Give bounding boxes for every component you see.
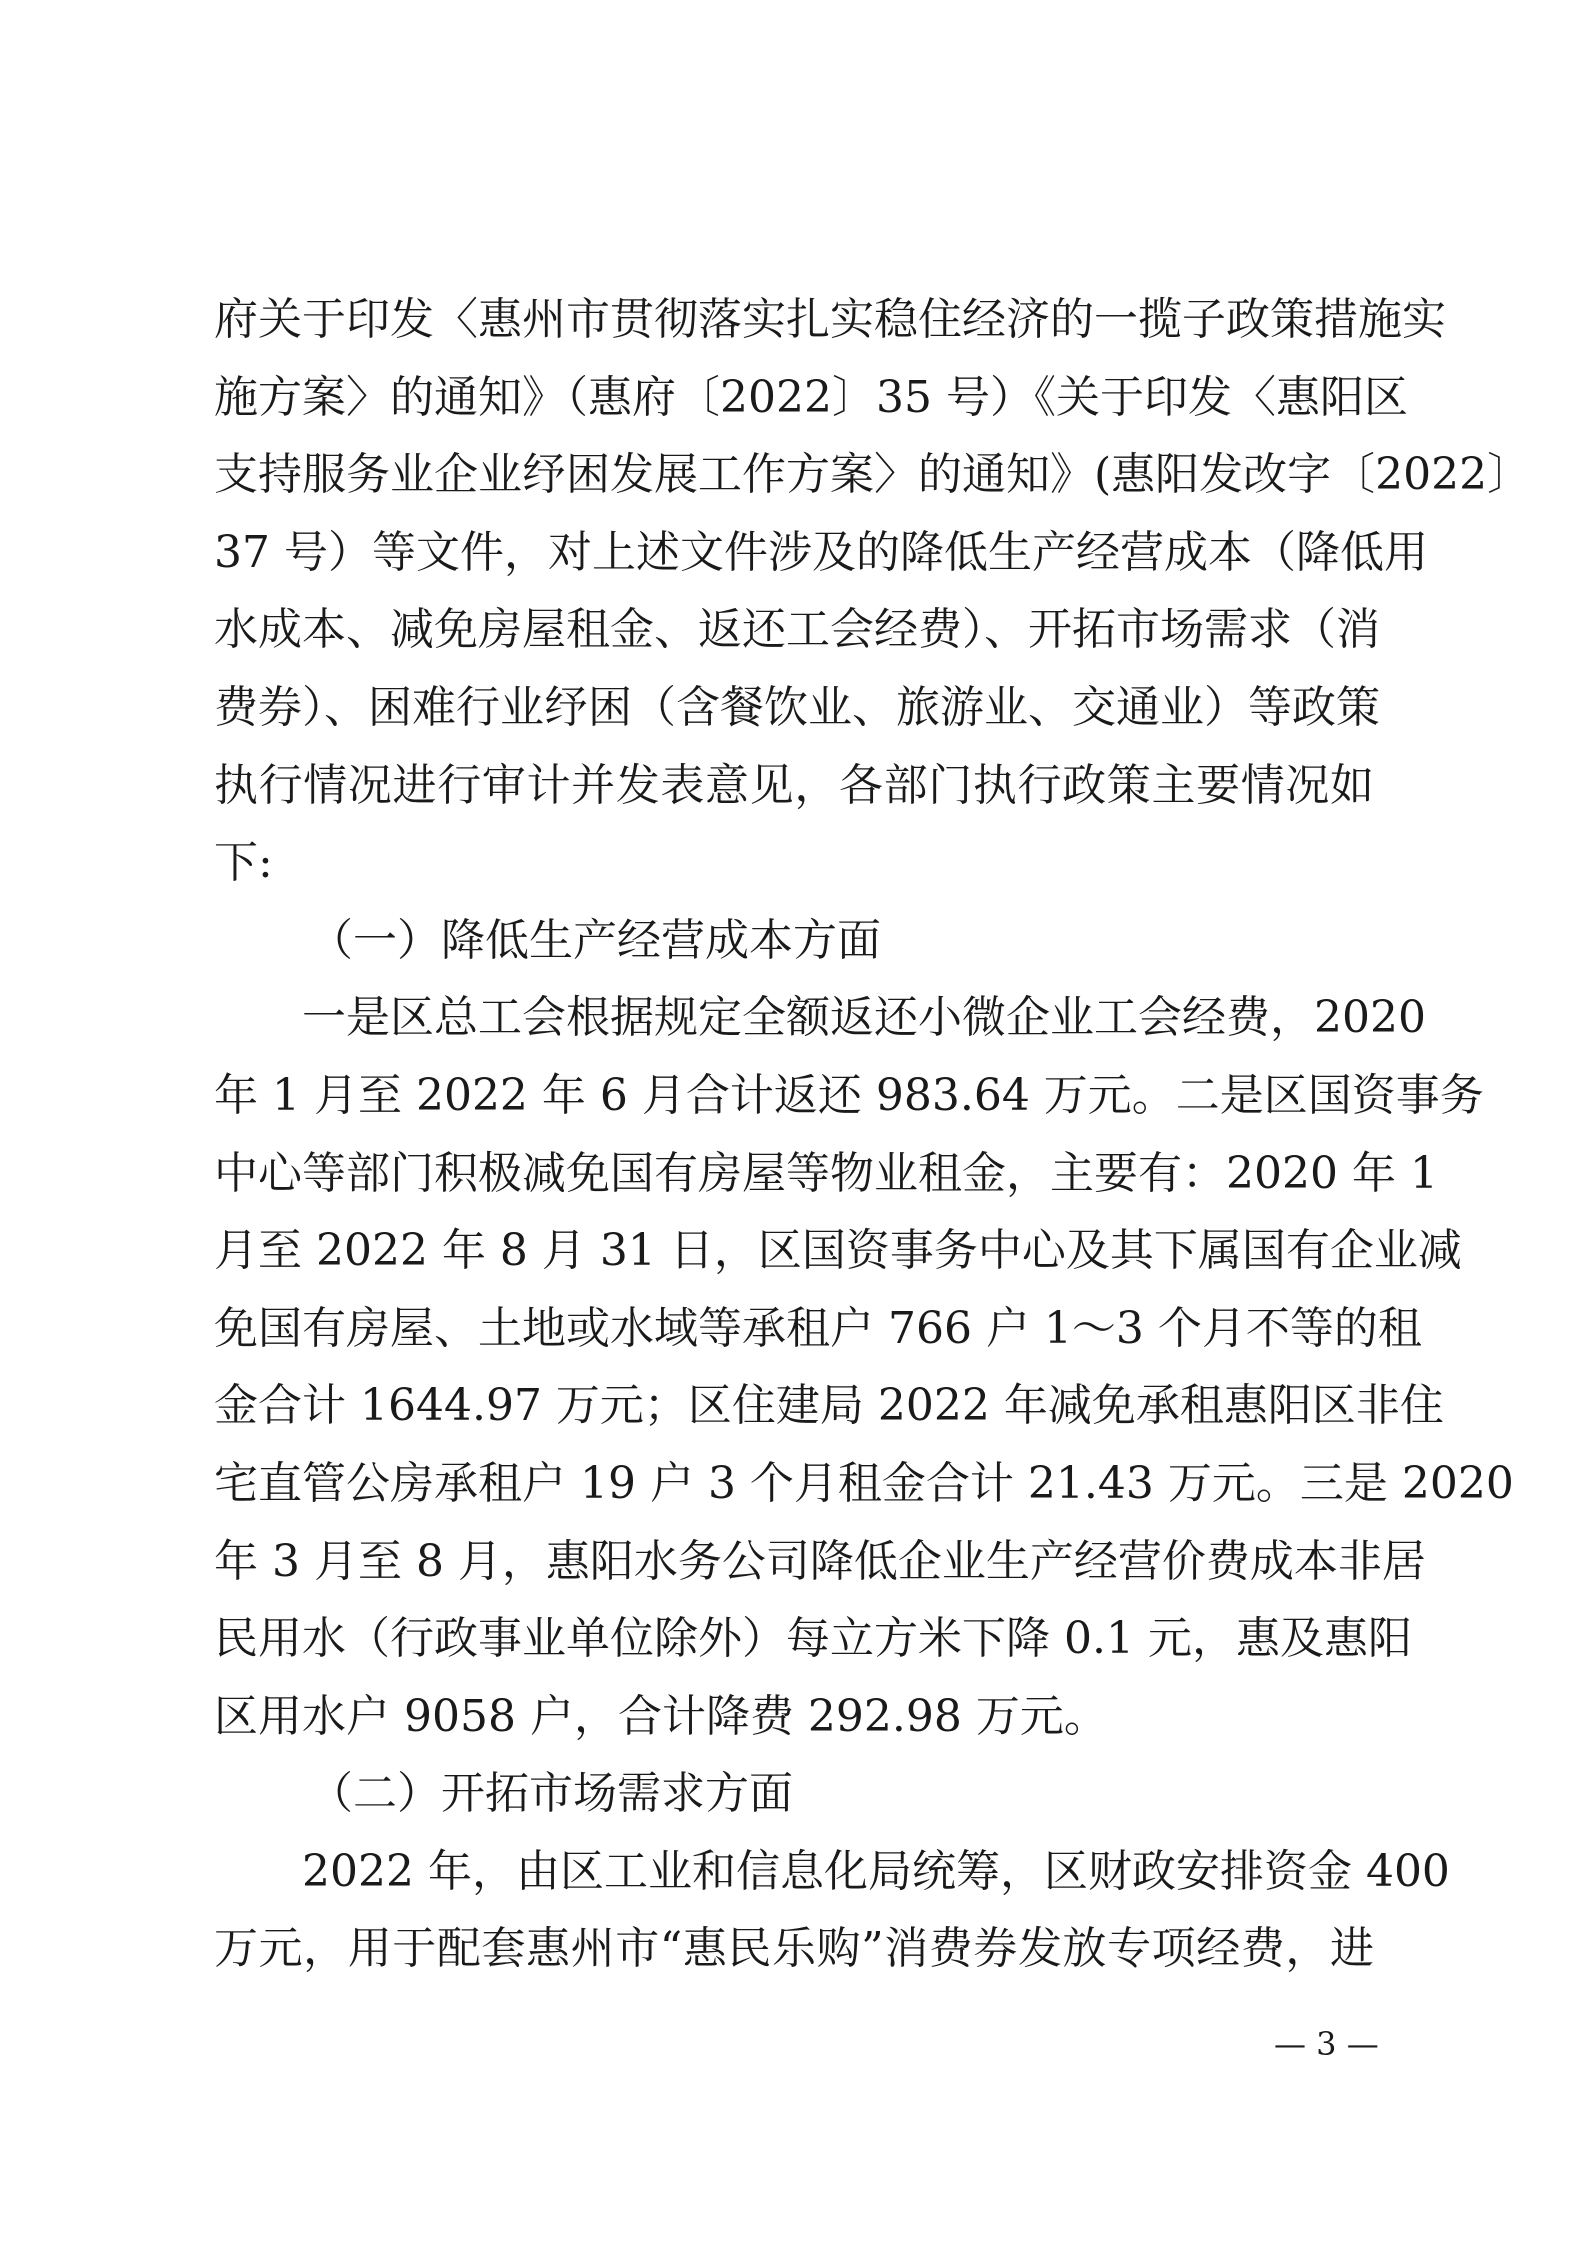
text-line: 执行情况进行审计并发表意见，各部门执行政策主要情况如 bbox=[214, 759, 1374, 811]
text-line: 府关于印发〈惠州市贯彻落实扎实稳住经济的一揽子政策措施实 bbox=[214, 294, 1446, 345]
text-line: 2022 年，由区工业和信息化局统筹，区财政安排资金 400 bbox=[302, 1845, 1450, 1897]
text-line: 年 1 月至 2022 年 6 月合计返还 983.64 万元。二是区国资事务 bbox=[214, 1069, 1484, 1121]
text-line: 宅直管公房承租户 19 户 3 个月租金合计 21.43 万元。三是 2020 bbox=[214, 1457, 1514, 1509]
text-line: 水成本、减免房屋租金、返还工会经费）、开拓市场需求（消 bbox=[214, 604, 1380, 656]
text-line: 民用水（行政事业单位除外）每立方米下降 0.1 元，惠及惠阳 bbox=[214, 1613, 1412, 1665]
text-line: 支持服务业企业纾困发展工作方案〉的通知》(惠阳发改字〔2022〕 bbox=[214, 449, 1532, 501]
text-line: 月至 2022 年 8 月 31 日，区国资事务中心及其下属国有企业减 bbox=[214, 1225, 1462, 1277]
text-line: 免国有房屋、土地或水域等承租户 766 户 1～3 个月不等的租 bbox=[214, 1302, 1422, 1354]
text-line: 金合计 1644.97 万元；区住建局 2022 年减免承租惠阳区非住 bbox=[214, 1380, 1444, 1432]
cost-reduction-paragraph bbox=[214, 979, 1514, 1755]
document-page bbox=[214, 281, 1532, 1988]
text-line: 施方案〉的通知》（惠府〔2022〕35 号）《关于印发〈惠阳区 bbox=[214, 371, 1408, 423]
market-demand-paragraph bbox=[214, 1833, 1450, 1988]
page-number: — 3 — bbox=[1274, 2025, 1379, 2063]
text-line: 年 3 月至 8 月，惠阳水务公司降低企业生产经营价费成本非居 bbox=[214, 1535, 1426, 1587]
text-line: 一是区总工会根据规定全额返还小微企业工会经费，2020 bbox=[302, 992, 1426, 1044]
section-heading-market-demand: （二）开拓市场需求方面 bbox=[309, 1768, 793, 1820]
text-line: 下: bbox=[214, 837, 273, 889]
text-line: 费券）、困难行业纾困（含餐饮业、旅游业、交通业）等政策 bbox=[214, 681, 1380, 733]
text-line: 37 号）等文件，对上述文件涉及的降低生产经营成本（降低用 bbox=[214, 526, 1428, 578]
intro-paragraph bbox=[214, 281, 1532, 902]
text-line: 万元，用于配套惠州市“惠民乐购”消费券发放专项经费，进 bbox=[214, 1923, 1374, 1975]
text-line: 区用水户 9058 户，合计降费 292.98 万元。 bbox=[214, 1690, 1108, 1742]
text-line: 中心等部门积极减免国有房屋等物业租金，主要有：2020 年 1 bbox=[214, 1147, 1438, 1199]
section-heading-cost-reduction: （一）降低生产经营成本方面 bbox=[309, 914, 881, 966]
